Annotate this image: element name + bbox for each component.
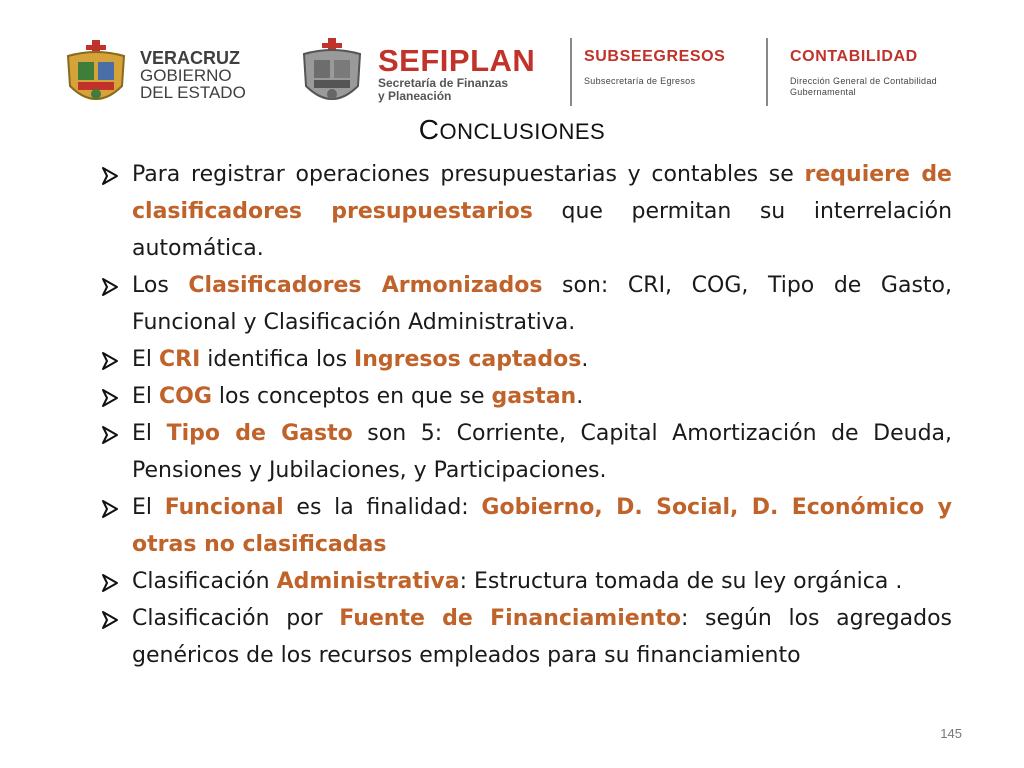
veracruz-shield-icon <box>62 38 130 112</box>
sefiplan-logo <box>298 36 535 112</box>
highlighted-term: COG <box>159 384 212 409</box>
contabilidad-subtitle <box>790 76 937 98</box>
bullet-text: El <box>132 384 160 409</box>
contabilidad-title: CONTABILIDAD <box>790 48 918 65</box>
sefiplan-shield-icon <box>298 36 366 112</box>
arrow-bullet-icon <box>100 156 124 198</box>
bullet-text: El <box>132 347 160 372</box>
arrow-bullet-icon <box>100 600 124 642</box>
highlighted-term: Tipo de Gasto <box>166 421 353 446</box>
slide-title-first-letter: C <box>418 114 440 145</box>
slide-title-rest: ONCLUSIONES <box>439 119 606 144</box>
bullet-item <box>100 378 952 415</box>
highlighted-term: Ingresos captados <box>354 347 582 372</box>
page-number: 145 <box>940 726 962 741</box>
gobierno-logo <box>62 38 246 112</box>
arrow-bullet-icon <box>100 563 124 605</box>
sefiplan-name: SEFIPLAN <box>378 43 536 78</box>
bullet-text: : según los agregados genéricos de los recursos empleados para su financiamiento <box>132 606 953 668</box>
bullet-text: identifica los <box>200 347 355 372</box>
bullet-text: El <box>132 421 167 446</box>
highlighted-term: Fuente de Financiamiento <box>339 606 681 631</box>
gobierno-line1: VERACRUZ <box>140 47 241 68</box>
highlighted-term: Funcional <box>164 495 284 520</box>
contabilidad-subtitle-1: Dirección General de Contabilidad <box>790 76 937 86</box>
bullet-text: son 5: Corriente, Capital Amortización de Deuda, Pensiones y Jubilaciones, y Participaciones. <box>132 421 953 483</box>
header-divider-2 <box>766 38 768 106</box>
bullet-item <box>100 489 952 563</box>
header-divider-1 <box>570 38 572 106</box>
arrow-bullet-icon <box>100 378 124 420</box>
bullet-item <box>100 415 952 489</box>
bullet-item <box>100 341 952 378</box>
bullet-text: : Estructura tomada de su ley orgánica . <box>459 569 903 594</box>
bullet-text: Clasificación por <box>132 606 340 631</box>
gobierno-text <box>140 47 246 102</box>
gobierno-line2: GOBIERNO <box>140 65 232 85</box>
bullet-text: es la finalidad: <box>283 495 482 520</box>
bullet-text: . <box>576 384 584 409</box>
conclusions-list <box>100 156 952 674</box>
highlighted-term: requiere de clasificadores presupuestarios <box>132 162 952 224</box>
sefiplan-text <box>378 45 535 103</box>
bullet-item <box>100 600 952 674</box>
highlighted-term: Clasificadores Armonizados <box>188 273 543 298</box>
bullet-item <box>100 563 952 600</box>
bullet-text: Los <box>132 273 189 298</box>
arrow-bullet-icon <box>100 267 124 309</box>
arrow-bullet-icon <box>100 341 124 383</box>
highlighted-term: gastan <box>491 384 577 409</box>
bullet-item <box>100 267 952 341</box>
sefiplan-line2: y Planeación <box>378 89 452 103</box>
arrow-bullet-icon <box>100 489 124 531</box>
bullet-text: Clasificación <box>132 569 277 594</box>
bullet-item <box>100 156 952 267</box>
arrow-bullet-icon <box>100 415 124 457</box>
subseegresos-logo <box>584 48 725 87</box>
gobierno-line3: DEL ESTADO <box>140 82 246 102</box>
bullet-text: que permitan su interrelación automática. <box>132 199 953 261</box>
highlighted-term: Gobierno, D. Social, D. Económico y otras no clasificadas <box>132 495 952 557</box>
contabilidad-subtitle-2: Gubernamental <box>790 87 856 97</box>
bullet-text: Para registrar operaciones presupuestarias y contables se <box>132 162 805 187</box>
bullet-text: los conceptos en que se <box>211 384 492 409</box>
subseegresos-title: SUBSEEGRESOS <box>584 48 726 65</box>
subseegresos-subtitle: Subsecretaría de Egresos <box>584 76 696 86</box>
bullet-text: . <box>581 347 589 372</box>
highlighted-term: CRI <box>159 347 201 372</box>
highlighted-term: Administrativa <box>276 569 460 594</box>
contabilidad-logo <box>790 48 937 98</box>
bullet-text: son: CRI, COG, Tipo de Gasto, Funcional y Clasificación Administrativa. <box>132 273 952 335</box>
slide-header <box>0 0 1024 118</box>
bullet-text: El <box>132 495 165 520</box>
sefiplan-line1: Secretaría de Finanzas <box>378 76 509 90</box>
slide-title <box>0 114 1024 146</box>
